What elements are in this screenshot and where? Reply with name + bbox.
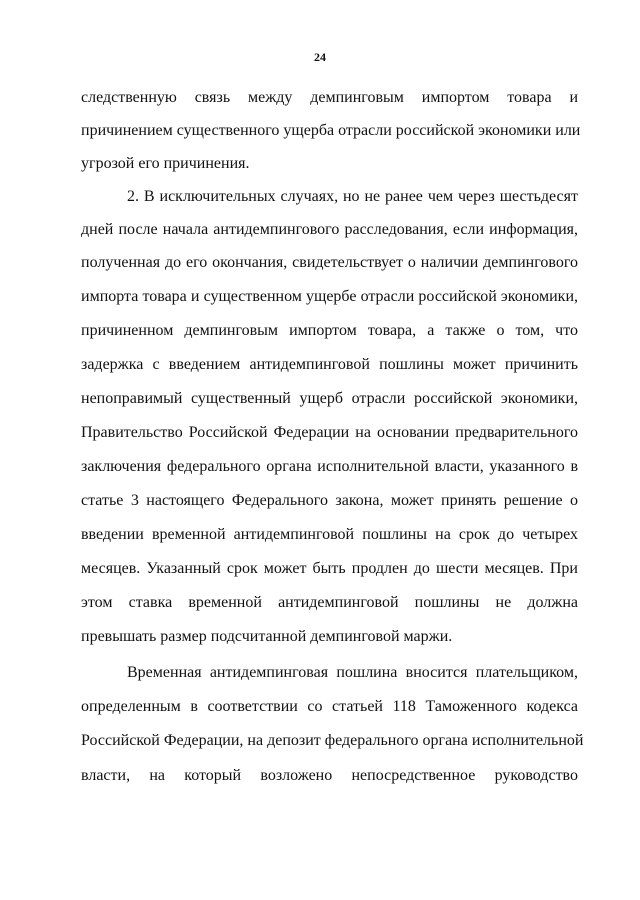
text-line: полученная до его окончания, свидетельствует о наличии демпингового xyxy=(81,254,578,271)
text-line: задержка с введением антидемпинговой пошлины может причинить xyxy=(81,356,578,373)
text-line: следственную связь между демпинговым импортом товара и xyxy=(81,89,578,106)
paragraph-3-first-line: Временная антидемпинговая пошлина вносится плательщиком, xyxy=(127,664,578,681)
text-line: угрозой его причинения. xyxy=(81,155,250,172)
text-line: власти, на который возложено непосредственное руководство xyxy=(81,767,578,784)
text-line: дней после начала антидемпингового расследования, если информация, xyxy=(81,221,578,238)
text-line: этом ставка временной антидемпинговой пошлины не должна xyxy=(81,594,578,611)
text-line: месяцев. Указанный срок может быть продлен до шести месяцев. При xyxy=(81,560,578,577)
text-line: Правительство Российской Федерации на основании предварительного xyxy=(81,424,578,441)
text-line: превышать размер подсчитанной демпинговой маржи. xyxy=(81,628,453,645)
text-line: причиненном демпинговым импортом товара, а также о том, что xyxy=(81,322,578,339)
text-line: Российской Федерации, на депозит федерального органа исполнительной xyxy=(81,732,584,749)
page-number: 24 xyxy=(314,50,326,64)
text-line: причинением существенного ущерба отрасли российской экономики или xyxy=(81,122,581,139)
text-line: непоправимый существенный ущерб отрасли российской экономики, xyxy=(81,390,578,407)
text-line: импорта товара и существенном ущербе отрасли российской экономики, xyxy=(81,288,578,305)
text-line: введении временной антидемпинговой пошлины на срок до четырех xyxy=(81,526,578,543)
text-line: статье 3 настоящего Федерального закона, может принять решение о xyxy=(81,492,578,509)
text-line: определенным в соответствии со статьей 118 Таможенного кодекса xyxy=(81,698,578,715)
paragraph-2-first-line: 2. В исключительных случаях, но не ранее чем через шестьдесят xyxy=(127,188,578,205)
text-line: заключения федерального органа исполнительной власти, указанного в xyxy=(81,458,578,475)
